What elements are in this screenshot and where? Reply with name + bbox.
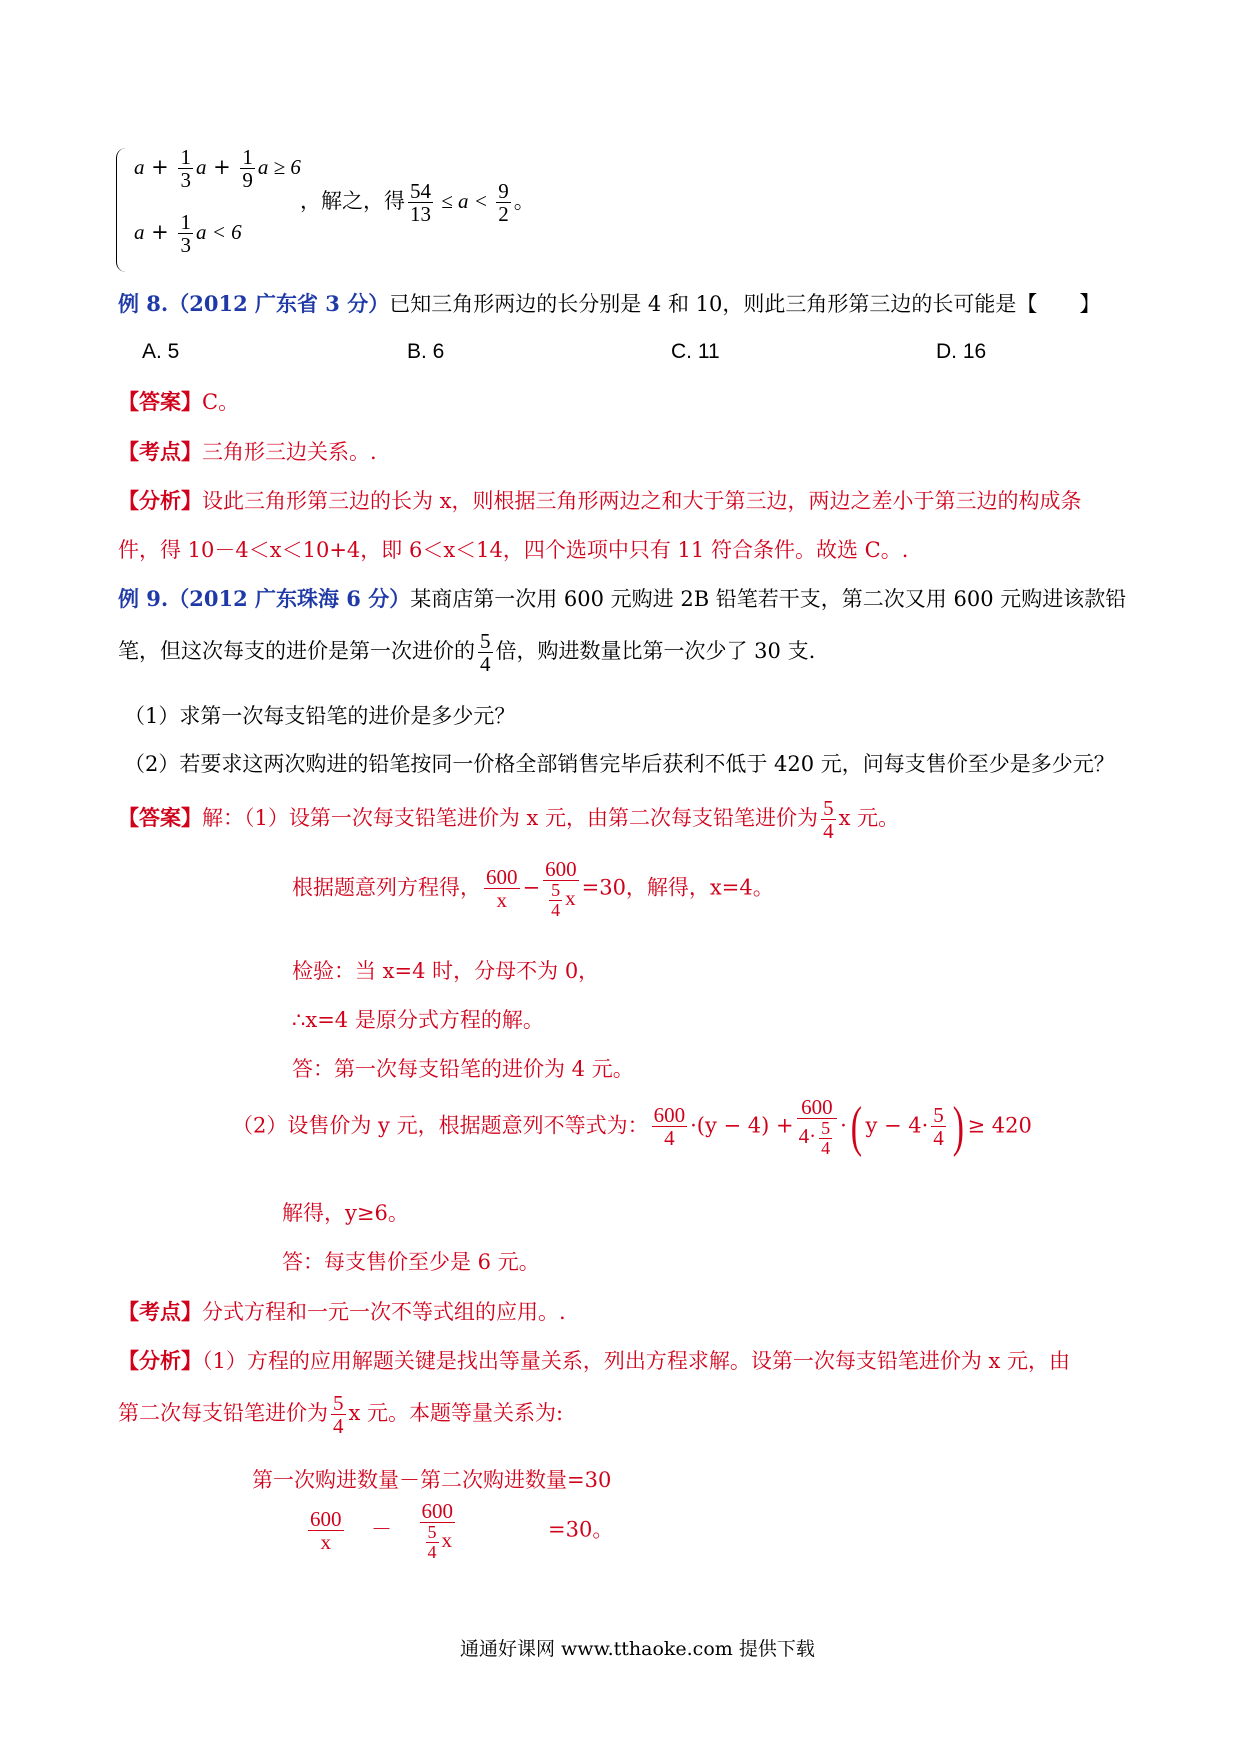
example-9-answer-1: 【答案】解：（1）设第一次每支铅笔进价为 x 元，由第二次每支铅笔进价为 $\frac{5}{4}$ x 元。	[118, 796, 900, 844]
system-line-2: a + $\frac{1}{3}$ a < 6	[134, 210, 242, 258]
example-9-relation-equation: $\frac{600}{x}$ － 600 $\frac{5}{4}$ x =30。	[310, 1499, 614, 1562]
example-8-point: 【考点】三角形三边关系。.	[118, 439, 377, 464]
example-9-solve-2: 解得，y≥6。	[282, 1201, 409, 1225]
example-label: 例 8.	[118, 291, 169, 316]
system-solution: ，解之，得 $\frac{54}{13}$ ≤ a < $\frac{9}{2}$ 。	[300, 179, 535, 227]
option-b: B. 6	[407, 340, 445, 363]
fraction: $\frac{600}{x}$	[310, 1507, 342, 1555]
fraction: $\frac{54}{13}$	[410, 179, 431, 227]
option-c: C. 11	[671, 340, 720, 363]
example-9-reply-2: 答：每支售价至少是 6 元。	[282, 1250, 540, 1274]
example-9-check: 检验：当 x=4 时，分母不为 0，	[292, 959, 600, 983]
example-9-sub-2: （2）若要求这两次购进的铅笔按同一价格全部销售完毕后获利不低于 420 元，问每支售价至少是多少元？	[124, 752, 1115, 776]
fraction: $\frac{5}{4}$	[333, 1391, 344, 1439]
example-source: （2012 广东省 3 分）	[168, 291, 390, 316]
fraction: $\frac{1}{3}$	[180, 210, 191, 258]
example-8-question	[118, 288, 1100, 318]
example-9-question-2: 笔，但这次每支的进价是第一次进价的 $\frac{5}{4}$ 倍，购进数量比第一次少了 30 支.	[118, 629, 816, 677]
fraction: $\frac{600}{x}$	[486, 865, 518, 913]
fraction: $\frac{1}{9}$	[242, 145, 253, 193]
fraction: 600 $\frac{5}{4}$ x	[545, 857, 577, 920]
example-9-reply-1: 答：第一次每支铅笔的进价为 4 元。	[292, 1057, 634, 1081]
example-9-therefore: ∴x=4 是原分式方程的解。	[292, 1008, 544, 1032]
fraction: $\frac{5}{4}$	[480, 629, 491, 677]
system-brace	[116, 148, 127, 272]
fraction: $\frac{5}{4}$	[933, 1103, 944, 1151]
example-9-question-1: 例 9.（2012 广东珠海 6 分）某商店第一次用 600 元购进 2B 铅笔若干支，第二次又用 600 元购进该款铅	[118, 586, 1127, 611]
example-9-equation: 根据题意列方程得， $\frac{600}{x}$ − 600 $\frac{5}{4}$ x =30，解得，x=4。	[292, 857, 774, 920]
example-9-relation: 第一次购进数量－第二次购进数量=30	[252, 1468, 612, 1492]
page-footer: 通通好课网 www.tthaoke.com 提供下载	[460, 1638, 815, 1660]
example-8-analysis-1: 【分析】设此三角形第三边的长为 x，则根据三角形两边之和大于第三边，两边之差小于第三边的构成条	[118, 488, 1082, 513]
option-d: D. 16	[936, 340, 987, 363]
example-9-point: 【考点】分式方程和一元一次不等式组的应用。.	[118, 1299, 566, 1324]
fraction: 600 4· $\frac{5}{4}$	[797, 1096, 838, 1158]
example-9-analysis-2: 第二次每支铅笔进价为 $\frac{5}{4}$ x 元。本题等量关系为:	[118, 1391, 564, 1439]
example-9-analysis-1: 【分析】（1）方程的应用解题关键是找出等量关系，列出方程求解。设第一次每支铅笔进价为 x 元，由	[118, 1348, 1071, 1373]
fraction: $\frac{5}{4}$	[823, 796, 834, 844]
example-9-inequality: （2）设售价为 y 元，根据题意列不等式为： $\frac{600}{4}$ ·(y − 4) + 600 4· $\frac{5}{4}$ ·( y − 4· $\frac{5}{4}$ ) ≥ 420	[232, 1095, 1032, 1158]
fraction: $\frac{600}{4}$	[653, 1103, 686, 1151]
example-8-analysis-2: 件，得 10－4＜x＜10+4，即 6＜x＜14，四个选项中只有 11 符合条件。故选 C。.	[118, 538, 909, 562]
fraction: $\frac{9}{2}$	[498, 179, 509, 227]
question-text: 已知三角形两边的长分别是 4 和 10，则此三角形第三边的长可能是【 】	[389, 292, 1101, 316]
example-label: 例 9.	[118, 586, 169, 611]
option-a: A. 5	[142, 340, 180, 363]
system-line-1: a + $\frac{1}{3}$ a + $\frac{1}{9}$ a ≥ 6	[134, 145, 301, 193]
fraction: $\frac{1}{3}$	[180, 145, 191, 193]
fraction: 600 $\frac{5}{4}$ x	[421, 1499, 453, 1562]
example-source: （2012 广东珠海 6 分）	[168, 586, 411, 611]
example-9-sub-1: （1）求第一次每支铅笔的进价是多少元？	[124, 704, 516, 728]
example-8-answer: 【答案】C。	[118, 389, 240, 414]
